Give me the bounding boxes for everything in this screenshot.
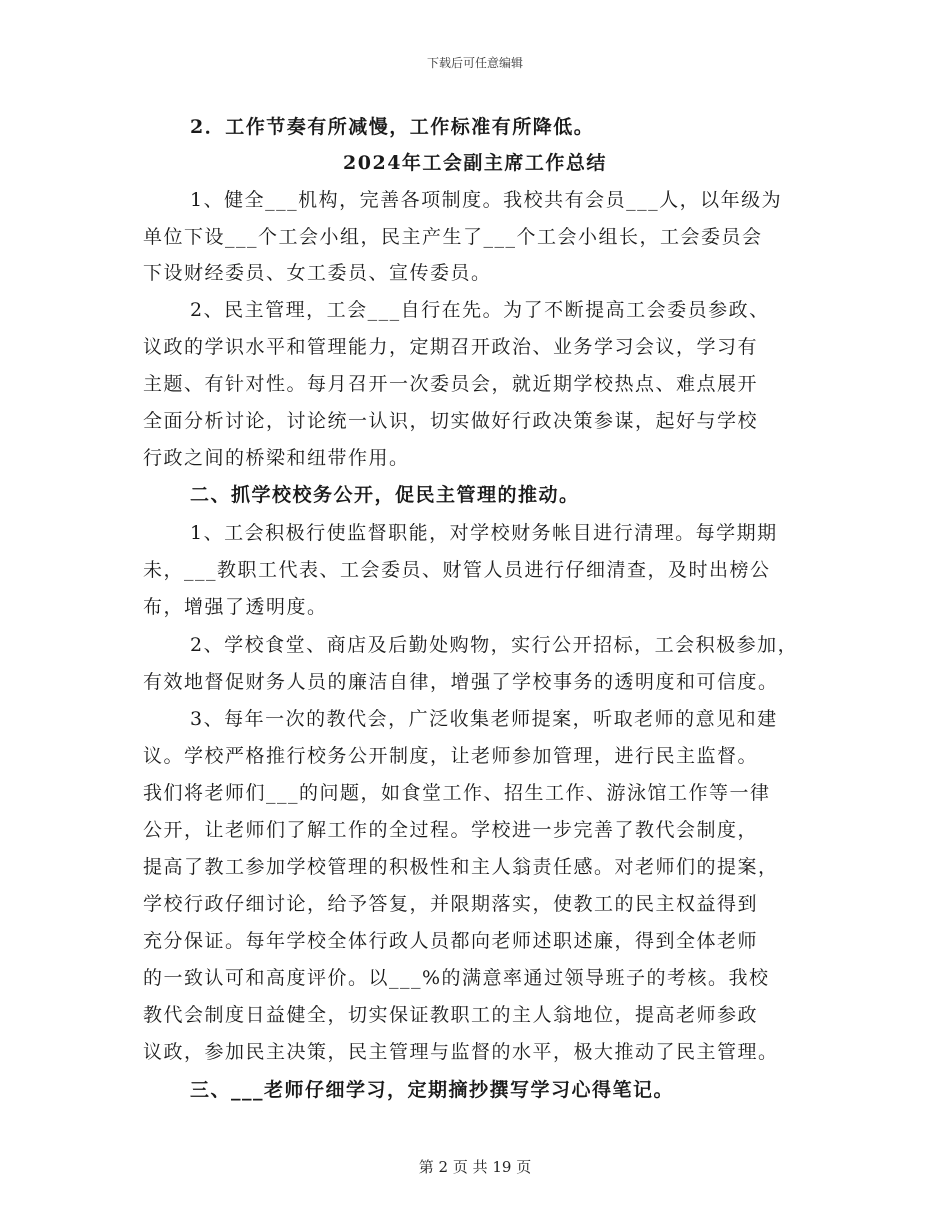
- section-heading-2: 二、抓学校校务公开，促民主管理的推动。: [190, 484, 580, 506]
- paragraph-line: 主题、有针对性。每月召开一次委员会，就近期学校热点、难点展开: [143, 373, 759, 395]
- paragraph-line: 的一致认可和高度评价。以___%的满意率通过领导班子的考核。我校: [143, 967, 770, 989]
- paragraph-line: 学校行政仔细讨论，给予答复，并限期落实，使教工的民主权益得到: [143, 893, 759, 915]
- paragraph-line: 1、健全___机构，完善各项制度。我校共有会员___人，以年级为: [190, 189, 783, 211]
- paragraph-line: 1、工会积极行使监督职能，对学校财务帐目进行清理。每学期期: [190, 522, 778, 544]
- paragraph-line: 未，___教职工代表、工会委员、财管人员进行仔细清查，及时出榜公: [143, 559, 771, 581]
- section-heading-3: 三、___老师仔细学习，定期摘抄撰写学习心得笔记。: [190, 1079, 675, 1101]
- paragraph-line: 行政之间的桥梁和纽带作用。: [143, 447, 410, 469]
- paragraph-line: 全面分析讨论，讨论统一认识，切实做好行政决策参谋，起好与学校: [143, 410, 759, 432]
- paragraph-line: 2、学校食堂、商店及后勤处购物，实行公开招标，工会积极参加，: [190, 634, 799, 656]
- paragraph-line: 议。学校严格推行校务公开制度，让老师参加管理，进行民主监督。: [143, 745, 759, 767]
- paragraph-line: 3、每年一次的教代会，广泛收集老师提案，听取老师的意见和建: [190, 708, 778, 730]
- page-number: 第 2 页 共 19 页: [418, 1158, 532, 1176]
- paragraph-line: 议政的学识水平和管理能力，定期召开政治、业务学习会议，学习有: [143, 336, 759, 358]
- section-point-2: 2．工作节奏有所减慢，工作标准有所降低。: [190, 116, 595, 138]
- paragraph-line: 2、民主管理，工会___自行在先。为了不断提高工会委员参政、: [190, 299, 770, 321]
- paragraph-line: 充分保证。每年学校全体行政人员都向老师述职述廉，得到全体老师: [143, 930, 759, 952]
- paragraph-line: 教代会制度日益健全，切实保证教职工的主人翁地位，提高老师参政: [143, 1004, 759, 1026]
- paragraph-line: 我们将老师们___的问题，如食堂工作、招生工作、游泳馆工作等一律: [143, 782, 771, 804]
- document-title: 2024年工会副主席工作总结: [343, 152, 607, 174]
- paragraph-line: 议政，参加民主决策，民主管理与监督的水平，极大推动了民主管理。: [143, 1041, 779, 1063]
- paragraph-line: 布，增强了透明度。: [143, 596, 328, 618]
- paragraph-line: 提高了教工参加学校管理的积极性和主人翁责任感。对老师们的提案，: [143, 856, 779, 878]
- paragraph-line: 公开，让老师们了解工作的全过程。学校进一步完善了教代会制度，: [143, 819, 759, 841]
- page-header: 下载后可任意编辑: [426, 56, 523, 70]
- paragraph-line: 下设财经委员、女工委员、宣传委员。: [143, 262, 492, 284]
- paragraph-line: 有效地督促财务人员的廉洁自律，增强了学校事务的透明度和可信度。: [143, 671, 779, 693]
- paragraph-line: 单位下设___个工会小组，民主产生了___个工会小组长，工会委员会: [143, 226, 763, 248]
